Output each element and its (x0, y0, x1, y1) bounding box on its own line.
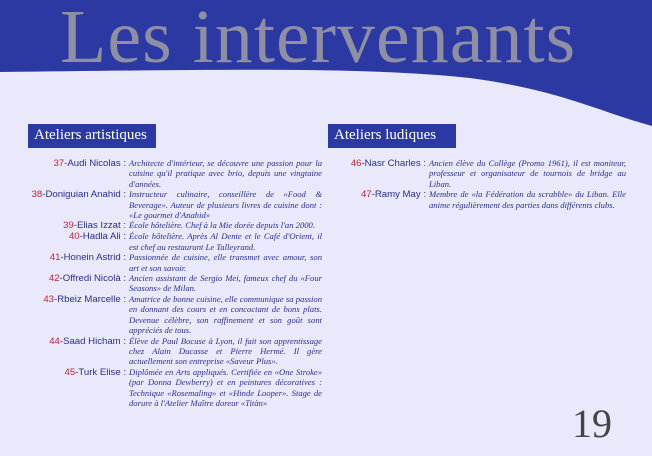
speaker-name (0, 336, 126, 367)
speaker-number: 43 (43, 293, 55, 305)
artistic-speakers-list (0, 158, 322, 408)
speaker-entry (0, 252, 322, 273)
speaker-description: Instructeur culinaire, conseillère de «Food & Beverage». Auteur de plusieurs livres de cuisine dont : «Le gourmet d'Anahid» (129, 189, 322, 221)
speaker-entry (0, 189, 322, 220)
speaker-entry (0, 158, 322, 189)
speaker-name-text: -Turk Elise : (75, 366, 126, 378)
speaker-name-text: -Audi Nicolas : (64, 158, 126, 169)
speaker-number: 45 (64, 366, 76, 378)
speaker-description: Passionnée de cuisine, elle transmet avec amour, son art et son savoir. (129, 252, 322, 273)
speaker-name (0, 367, 126, 409)
speaker-name (0, 220, 126, 231)
section-heading-games: Ateliers ludiques (328, 124, 456, 148)
speaker-name-text: -Doniguian Anahid : (42, 189, 126, 201)
speaker-number: 46 (350, 158, 362, 169)
page-number: 19 (572, 401, 612, 446)
speaker-name-text: -Nasr Charles : (361, 158, 426, 169)
speaker-number: 41 (49, 252, 61, 264)
speaker-entry (330, 158, 626, 189)
speaker-entry (0, 294, 322, 336)
speaker-description: Amatrice de bonne cuisine, elle communique sa passion en donnant des cours et en concoctant de bons plats. Devenue célèbre, son raffinement et son goût sont appréciés de tous. (129, 293, 322, 336)
speaker-number: 39 (63, 220, 74, 232)
speaker-name-text: -Hadla Ali : (79, 231, 126, 243)
speaker-description: École hôtelière. Chef à la Mie dorée depuis l'an 2000. (129, 220, 316, 231)
speaker-name-text: -Offredi Nicolà : (59, 273, 126, 285)
speaker-name-text: -Rbeiz Marcelle : (54, 293, 126, 305)
speaker-description: Diplômée en Arts appliqués. Certifiée en «One Stroke» (par Donna Dewberry) et en peintures décoratives : Technique «Rosemaling» et «Hinde Looper». Stage de dorure à l'Atelier Maître doreur «Titàn» (129, 366, 322, 408)
speaker-description: Architecte d'intérieur, se découvre une passion pour la cuisine qu'il pratique avec brio, depuis une vingtaine d'années. (129, 158, 322, 189)
speaker-name (330, 189, 426, 210)
speaker-entry (330, 189, 626, 210)
speaker-number: 40 (68, 231, 80, 243)
speaker-description: Membre de «la Fédération du scrabble» du Liban. Elle anime régulièrement des parties dans différents clubs. (429, 189, 626, 210)
speaker-name (330, 158, 426, 189)
speaker-entry (0, 220, 322, 231)
speaker-name-text: -Elias Izzat : (73, 220, 126, 232)
speaker-number: 42 (48, 273, 60, 285)
speaker-entry (0, 231, 322, 252)
page-title: Les intervenants (60, 0, 577, 79)
speaker-number: 47 (360, 189, 372, 201)
speaker-entry (0, 367, 322, 409)
speaker-name (0, 231, 126, 252)
speaker-description: Élève de Paul Bocuse à Lyon, il fait son apprentissage chez Alain Ducasse et Pierre Hermé. Il gère actuellement son entreprise «Saveur Plus». (129, 335, 322, 367)
speaker-name (0, 294, 126, 336)
speaker-description: Ancien assistant de Sergio Mei, fameux chef du «Four Seasons» de Milan. (129, 273, 322, 294)
speaker-name-text: -Ramy May : (371, 189, 426, 201)
speaker-description: Ancien élève du Collège (Promo 1961), il est moniteur, professeur et organisateur de tournois de bridge au Liban. (429, 158, 626, 189)
speaker-number: 37 (53, 158, 65, 169)
games-speakers-list (330, 158, 626, 210)
speaker-number: 44 (49, 335, 60, 347)
speaker-entry (0, 336, 322, 367)
section-heading-artistic: Ateliers artistiques (28, 124, 156, 148)
speaker-number: 38 (31, 189, 43, 201)
speaker-name (0, 273, 126, 294)
speaker-description: École hôtelière. Après Al Dente et le Café d'Orient, il est chef au restaurant Le Talleyrand. (129, 231, 322, 252)
speaker-name (0, 158, 126, 189)
speaker-name (0, 252, 126, 273)
speaker-entry (0, 273, 322, 294)
speaker-name-text: -Saad Hicham : (59, 335, 126, 347)
speaker-name-text: -Honein Astrid : (60, 252, 126, 264)
speaker-name (0, 189, 126, 220)
